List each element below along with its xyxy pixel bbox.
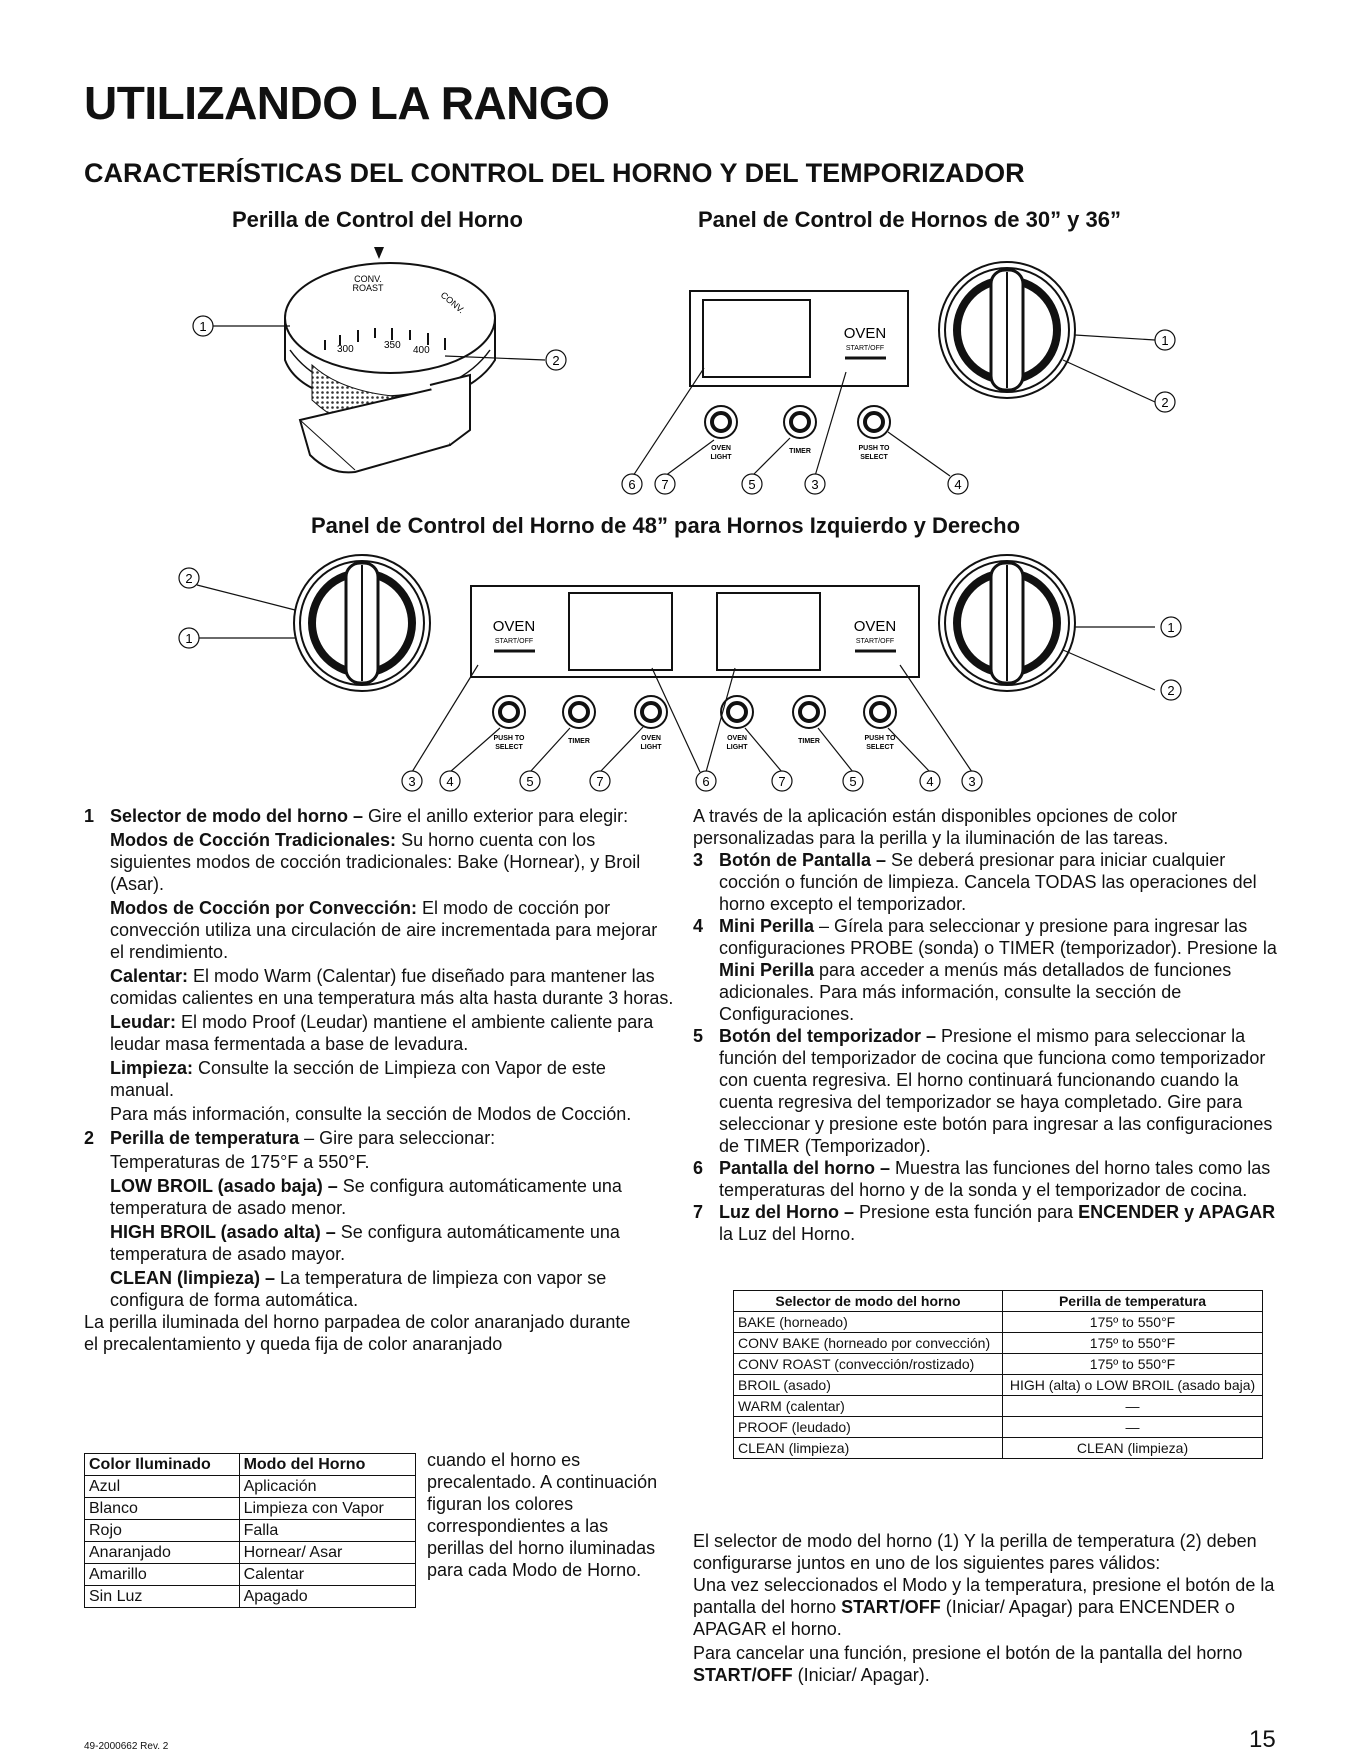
- table-row: CONV BAKE (horneado por convección) 175º to 550°F: [734, 1333, 1263, 1354]
- svg-text:2: 2: [185, 571, 193, 586]
- table-row: BROIL (asado) HIGH (alta) o LOW BROIL (asado baja): [734, 1375, 1263, 1396]
- item-5: 5 Botón del temporizador – Presione el mismo para seleccionar la función del temporizador de cocina que funciona como temporizador con cuenta regresiva. El horno continuará funcionando cuando la cuenta regresiva del temporizador se haya completado. Gire para seleccionar y presione este botón para ingresar a las configuraciones de TIMER (Temporizador).: [693, 1026, 1273, 1156]
- svg-text:4: 4: [954, 477, 962, 492]
- document-code: 49-2000662 Rev. 2: [84, 1741, 169, 1752]
- svg-text:5: 5: [849, 774, 857, 789]
- svg-text:3: 3: [968, 774, 976, 789]
- item-3: 3 Botón de Pantalla – Se deberá presionar para iniciar cualquier cocción o función de limpieza. Cancela TODAS las operaciones del horno excepto el temporizador.: [693, 850, 1257, 914]
- svg-text:7: 7: [778, 774, 786, 789]
- callout-1: 1: [199, 319, 207, 334]
- svg-text:TIMER: TIMER: [798, 738, 820, 745]
- svg-text:START/OFF: START/OFF: [845, 345, 885, 352]
- knob-temp-350: 350: [384, 340, 401, 351]
- svg-text:4: 4: [446, 774, 454, 789]
- svg-text:LIGHT: LIGHT: [710, 454, 732, 461]
- lit-knob-side-text: cuando el horno es precalentado. A continuación figuran los colores correspondientes a las perillas del horno iluminadas para cada Modo de Horno.: [427, 1450, 658, 1580]
- svg-text:6: 6: [702, 774, 710, 789]
- knob-temp-300: 300: [337, 344, 354, 355]
- oven-knob-illustration: [193, 247, 566, 472]
- svg-text:ROAST: ROAST: [352, 283, 384, 293]
- knob-temp-400: 400: [413, 345, 430, 356]
- knob-figure-title: Perilla de Control del Horno: [232, 207, 523, 232]
- mode-table: Selector de modo del horno Perilla de temperatura BAKE (horneado) 175º to 550°F CONV BAKE (horneado por convección) 175º to 550°F CONV ROAST (convección/rostizado) 175º to 550°F BROIL (asado) HIGH (alta) o LOW BROIL (asado baja) WARM (calentar) — PROOF (leudado) — CLEAN (limpieza) CLEAN (limpieza): [733, 1290, 1263, 1459]
- page-number: 15: [1249, 1726, 1276, 1753]
- table-row: CLEAN (limpieza) CLEAN (limpieza): [734, 1438, 1263, 1459]
- left-column: [84, 805, 674, 1355]
- table-row: Sin Luz Apagado: [85, 1586, 416, 1608]
- item-4: 4 Mini Perilla – Gírela para seleccionar y presione para ingresar las configuraciones PROBE (sonda) o TIMER (temporizador). Presione la Mini Perilla para acceder a menús más detallados de funciones adicionales. Para más información, consulte la sección de Configuraciones.: [693, 916, 1277, 1024]
- svg-text:PUSH TO: PUSH TO: [858, 445, 890, 452]
- lit-knob-paragraph: La perilla iluminada del horno parpadea de color anaranjado durante el precalentamiento y queda fija de color anaranjado: [84, 1312, 631, 1354]
- svg-text:3: 3: [811, 477, 819, 492]
- svg-text:OVEN: OVEN: [727, 735, 747, 742]
- svg-text:OVEN: OVEN: [711, 445, 731, 452]
- table-row: Anaranjado Hornear/ Asar: [85, 1542, 416, 1564]
- pairs-paragraph: El selector de modo del horno (1) Y la perilla de temperatura (2) deben configurarse juntos en uno de los siguientes pares válidos:: [693, 1531, 1257, 1573]
- svg-text:6: 6: [628, 477, 636, 492]
- svg-text:START/OFF: START/OFF: [494, 638, 534, 645]
- svg-text:TIMER: TIMER: [568, 738, 590, 745]
- color-table: Color Iluminado Modo del Horno Azul Aplicación Blanco Limpieza con Vapor Rojo Falla Anaranjado Hornear/ Asar Amarillo Calentar Sin Luz Apagado: [84, 1453, 416, 1608]
- right-column-bottom: El selector de modo del horno (1) Y la perilla de temperatura (2) deben configurarse juntos en uno de los siguientes pares válidos: Una vez seleccionados el Modo y la temperatura, presione el botón de la pantalla del horno START/OFF (Iniciar/ Apagar) para ENCENDER o APAGAR el horno. Para cancelar una función, presione el botón de la pantalla del horno START/OFF (Iniciar/ Apagar).: [693, 1530, 1283, 1686]
- svg-text:1: 1: [1167, 620, 1175, 635]
- svg-text:1: 1: [1161, 333, 1169, 348]
- svg-text:2: 2: [1167, 683, 1175, 698]
- table-row: PROOF (leudado) —: [734, 1417, 1263, 1438]
- table-row: CONV ROAST (convección/rostizado) 175º to 550°F: [734, 1354, 1263, 1375]
- table-row: Blanco Limpieza con Vapor: [85, 1498, 416, 1520]
- svg-text:4: 4: [926, 774, 934, 789]
- table-row: Amarillo Calentar: [85, 1564, 416, 1586]
- item-7: 7 Luz del Horno – Presione esta función para ENCENDER y APAGAR la Luz del Horno.: [693, 1202, 1276, 1244]
- svg-text:5: 5: [748, 477, 756, 492]
- svg-text:PUSH TO: PUSH TO: [493, 735, 525, 742]
- callout-2: 2: [552, 353, 560, 368]
- svg-text:1: 1: [185, 631, 193, 646]
- svg-text:7: 7: [596, 774, 604, 789]
- knob-label-conv-roast: CONV.: [354, 274, 382, 284]
- control-diagrams: [0, 230, 1361, 789]
- table-row: Azul Aplicación: [85, 1476, 416, 1498]
- svg-text:3: 3: [408, 774, 416, 789]
- svg-text:OVEN: OVEN: [641, 735, 661, 742]
- item-6: 6 Pantalla del horno – Muestra las funciones del horno tales como las temperaturas del horno y de la sonda y el temporizador de cocina.: [693, 1158, 1271, 1200]
- svg-text:OVEN: OVEN: [853, 618, 897, 635]
- push-to-select-knob: [858, 406, 890, 438]
- svg-text:TIMER: TIMER: [789, 448, 811, 455]
- panel48-figure-title: Panel de Control del Horno de 48” para Hornos Izquierdo y Derecho: [311, 513, 1021, 538]
- svg-text:LIGHT: LIGHT: [640, 744, 662, 751]
- panel-48-illustration: [179, 555, 1181, 791]
- section-title: CARACTERÍSTICAS DEL CONTROL DEL HORNO Y DEL TEMPORIZADOR: [84, 158, 1025, 188]
- svg-text:OVEN: OVEN: [843, 325, 887, 342]
- svg-text:PUSH TO: PUSH TO: [864, 735, 896, 742]
- table-row: WARM (calentar) —: [734, 1396, 1263, 1417]
- svg-text:2: 2: [1161, 395, 1169, 410]
- svg-text:LIGHT: LIGHT: [726, 744, 748, 751]
- svg-text:7: 7: [661, 477, 669, 492]
- item-2: 2 Perilla de temperatura – Gire para seleccionar: Temperaturas de 175°F a 550°F. LOW BROIL (asado baja) – Se configura automáticamente una temperatura de asado menor. HIGH BROIL (asado alta) – Se configura automáticamente una temperatura de asado mayor. CLEAN (limpieza) – La temperatura de limpieza con vapor se configura de forma automática.: [84, 1128, 622, 1310]
- svg-text:5: 5: [526, 774, 534, 789]
- oven-light-button: [705, 406, 737, 438]
- timer-button: [784, 406, 816, 438]
- table-row: Rojo Falla: [85, 1520, 416, 1542]
- knob-label-conv-bake: CONV.: [438, 289, 467, 316]
- svg-text:SELECT: SELECT: [495, 744, 523, 751]
- svg-text:SELECT: SELECT: [860, 454, 888, 461]
- svg-text:START/OFF: START/OFF: [855, 638, 895, 645]
- app-paragraph: A través de la aplicación están disponibles opciones de color personalizadas para la perilla y la iluminación de las tareas.: [693, 806, 1178, 848]
- svg-text:SELECT: SELECT: [866, 744, 894, 751]
- panel-30-36-illustration: [622, 262, 1175, 494]
- table-row: BAKE (horneado) 175º to 550°F: [734, 1312, 1263, 1333]
- page-title: UTILIZANDO LA RANGO: [84, 77, 610, 129]
- panel30-figure-title: Panel de Control de Hornos de 30” y 36”: [698, 207, 1121, 232]
- right-column: [693, 805, 1283, 1245]
- item-1: 1 Selector de modo del horno – Gire el anillo exterior para elegir: Modos de Cocción Tradicionales: Su horno cuenta con los siguientes modos de cocción tradicionales: Bake (Hornear), y Broil (Asar). Modos de Cocción por Convección: El modo de cocción por convección utiliza una circulación de aire incrementada para mejorar el rendimiento. Calentar: El modo Warm (Calentar) fue diseñado para mantener las comidas calientes en una temperatura más alta hasta durante 3 horas. Leudar: El modo Proof (Leudar) mantiene el ambiente caliente para leudar masa fermentada a base de levadura. Limpieza: Consulte la sección de Limpieza con Vapor de este manual. Para más información, consulte la sección de Modos de Cocción.: [84, 806, 674, 1124]
- svg-text:OVEN: OVEN: [492, 618, 536, 635]
